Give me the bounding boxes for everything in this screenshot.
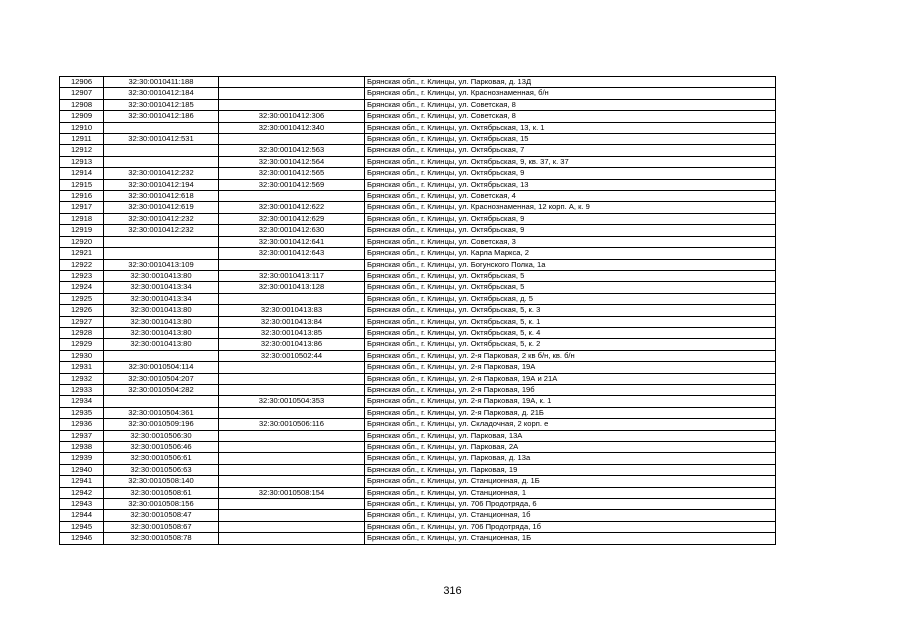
row-number-cell: 12944 <box>60 510 104 521</box>
address-cell: Брянская обл., г. Клинцы, ул. Парковая, 19 <box>365 464 776 475</box>
land-cadastral-number-cell: 32:30:0010508:67 <box>104 521 219 532</box>
row-number-cell: 12926 <box>60 305 104 316</box>
object-cadastral-number-cell <box>219 521 365 532</box>
address-cell: Брянская обл., г. Клинцы, ул. Парковая, д. 13Д <box>365 77 776 88</box>
address-cell: Брянская обл., г. Клинцы, ул. Парковая, 2А <box>365 442 776 453</box>
land-cadastral-number-cell <box>104 248 219 259</box>
object-cadastral-number-cell <box>219 134 365 145</box>
object-cadastral-number-cell <box>219 99 365 110</box>
object-cadastral-number-cell: 32:30:0010412:569 <box>219 179 365 190</box>
row-number-cell: 12915 <box>60 179 104 190</box>
land-cadastral-number-cell: 32:30:0010504:207 <box>104 373 219 384</box>
row-number-cell: 12940 <box>60 464 104 475</box>
row-number-cell: 12935 <box>60 407 104 418</box>
address-cell: Брянская обл., г. Клинцы, ул. Советская, 8 <box>365 111 776 122</box>
address-cell: Брянская обл., г. Клинцы, ул. Октябрьская, 5, к. 2 <box>365 339 776 350</box>
row-number-cell: 12941 <box>60 476 104 487</box>
land-cadastral-number-cell: 32:30:0010413:34 <box>104 293 219 304</box>
land-cadastral-number-cell: 32:30:0010506:63 <box>104 464 219 475</box>
object-cadastral-number-cell <box>219 77 365 88</box>
table-row <box>60 362 776 373</box>
row-number-cell: 12910 <box>60 122 104 133</box>
row-number-cell: 12938 <box>60 442 104 453</box>
address-cell: Брянская обл., г. Клинцы, ул. Октябрьская, д. 5 <box>365 293 776 304</box>
row-number-cell: 12914 <box>60 168 104 179</box>
object-cadastral-number-cell: 32:30:0010412:564 <box>219 156 365 167</box>
address-cell: Брянская обл., г. Клинцы, ул. Октябрьская, 13 <box>365 179 776 190</box>
table-row <box>60 77 776 88</box>
row-number-cell: 12922 <box>60 259 104 270</box>
object-cadastral-number-cell <box>219 499 365 510</box>
address-cell: Брянская обл., г. Клинцы, ул. 706 Продотряда, 6 <box>365 499 776 510</box>
object-cadastral-number-cell <box>219 259 365 270</box>
address-cell: Брянская обл., г. Клинцы, ул. Октябрьская, 5 <box>365 270 776 281</box>
address-cell: Брянская обл., г. Клинцы, ул. Карла Маркса, 2 <box>365 248 776 259</box>
row-number-cell: 12936 <box>60 419 104 430</box>
object-cadastral-number-cell <box>219 293 365 304</box>
row-number-cell: 12912 <box>60 145 104 156</box>
land-cadastral-number-cell: 32:30:0010412:186 <box>104 111 219 122</box>
row-number-cell: 12921 <box>60 248 104 259</box>
address-cell: Брянская обл., г. Клинцы, ул. Октябрьская, 5, к. 1 <box>365 316 776 327</box>
row-number-cell: 12934 <box>60 396 104 407</box>
object-cadastral-number-cell <box>219 88 365 99</box>
land-cadastral-number-cell: 32:30:0010413:80 <box>104 270 219 281</box>
address-cell: Брянская обл., г. Клинцы, ул. 2-я Парковая, 19А и 21А <box>365 373 776 384</box>
land-cadastral-number-cell <box>104 122 219 133</box>
table-row <box>60 134 776 145</box>
address-cell: Брянская обл., г. Клинцы, ул. 2-я Парковая, 19б <box>365 384 776 395</box>
table-row <box>60 476 776 487</box>
land-cadastral-number-cell <box>104 145 219 156</box>
land-cadastral-number-cell <box>104 156 219 167</box>
object-cadastral-number-cell: 32:30:0010412:643 <box>219 248 365 259</box>
land-cadastral-number-cell: 32:30:0010506:46 <box>104 442 219 453</box>
object-cadastral-number-cell: 32:30:0010412:565 <box>219 168 365 179</box>
land-cadastral-number-cell: 32:30:0010412:618 <box>104 191 219 202</box>
address-cell: Брянская обл., г. Клинцы, ул. Станционная, 1 <box>365 487 776 498</box>
object-cadastral-number-cell: 32:30:0010412:629 <box>219 213 365 224</box>
cadastral-table <box>59 76 776 545</box>
row-number-cell: 12942 <box>60 487 104 498</box>
address-cell: Брянская обл., г. Клинцы, ул. Складочная, 2 корп. е <box>365 419 776 430</box>
address-cell: Брянская обл., г. Клинцы, ул. Краснознаменная, 12 корп. А, к. 9 <box>365 202 776 213</box>
land-cadastral-number-cell: 32:30:0010413:80 <box>104 339 219 350</box>
land-cadastral-number-cell <box>104 396 219 407</box>
table-row <box>60 225 776 236</box>
object-cadastral-number-cell: 32:30:0010413:117 <box>219 270 365 281</box>
object-cadastral-number-cell: 32:30:0010412:340 <box>219 122 365 133</box>
row-number-cell: 12932 <box>60 373 104 384</box>
address-cell: Брянская обл., г. Клинцы, ул. Богунского Полка, 1а <box>365 259 776 270</box>
row-number-cell: 12916 <box>60 191 104 202</box>
object-cadastral-number-cell: 32:30:0010504:353 <box>219 396 365 407</box>
address-cell: Брянская обл., г. Клинцы, ул. Станционная, 1б <box>365 510 776 521</box>
row-number-cell: 12918 <box>60 213 104 224</box>
object-cadastral-number-cell: 32:30:0010412:630 <box>219 225 365 236</box>
address-cell: Брянская обл., г. Клинцы, ул. Октябрьская, 5 <box>365 282 776 293</box>
row-number-cell: 12907 <box>60 88 104 99</box>
table-row <box>60 248 776 259</box>
object-cadastral-number-cell <box>219 373 365 384</box>
land-cadastral-number-cell: 32:30:0010413:80 <box>104 316 219 327</box>
table-row <box>60 510 776 521</box>
table-row <box>60 99 776 110</box>
table-row <box>60 270 776 281</box>
table-row <box>60 213 776 224</box>
table-row <box>60 202 776 213</box>
table-row <box>60 316 776 327</box>
object-cadastral-number-cell: 32:30:0010506:116 <box>219 419 365 430</box>
row-number-cell: 12908 <box>60 99 104 110</box>
land-cadastral-number-cell <box>104 350 219 361</box>
land-cadastral-number-cell: 32:30:0010506:30 <box>104 430 219 441</box>
object-cadastral-number-cell: 32:30:0010412:622 <box>219 202 365 213</box>
address-cell: Брянская обл., г. Клинцы, ул. Парковая, д. 13а <box>365 453 776 464</box>
table-row <box>60 88 776 99</box>
table-row <box>60 419 776 430</box>
row-number-cell: 12946 <box>60 533 104 544</box>
table-row <box>60 282 776 293</box>
table-row <box>60 236 776 247</box>
land-cadastral-number-cell: 32:30:0010508:78 <box>104 533 219 544</box>
object-cadastral-number-cell <box>219 407 365 418</box>
row-number-cell: 12930 <box>60 350 104 361</box>
table-row <box>60 327 776 338</box>
land-cadastral-number-cell: 32:30:0010411:188 <box>104 77 219 88</box>
table-row <box>60 442 776 453</box>
object-cadastral-number-cell: 32:30:0010412:641 <box>219 236 365 247</box>
object-cadastral-number-cell: 32:30:0010412:563 <box>219 145 365 156</box>
object-cadastral-number-cell: 32:30:0010502:44 <box>219 350 365 361</box>
table-row <box>60 521 776 532</box>
land-cadastral-number-cell: 32:30:0010412:619 <box>104 202 219 213</box>
row-number-cell: 12927 <box>60 316 104 327</box>
address-cell: Брянская обл., г. Клинцы, ул. Октябрьская, 5, к. 4 <box>365 327 776 338</box>
table-row <box>60 259 776 270</box>
row-number-cell: 12939 <box>60 453 104 464</box>
table-row <box>60 464 776 475</box>
table-row <box>60 533 776 544</box>
table-row <box>60 430 776 441</box>
land-cadastral-number-cell: 32:30:0010412:232 <box>104 168 219 179</box>
address-cell: Брянская обл., г. Клинцы, ул. Октябрьская, 9 <box>365 168 776 179</box>
table-row <box>60 179 776 190</box>
object-cadastral-number-cell <box>219 442 365 453</box>
address-cell: Брянская обл., г. Клинцы, ул. Станционная, д. 1Б <box>365 476 776 487</box>
land-cadastral-number-cell: 32:30:0010504:114 <box>104 362 219 373</box>
object-cadastral-number-cell <box>219 191 365 202</box>
table-body <box>60 77 776 545</box>
land-cadastral-number-cell: 32:30:0010504:282 <box>104 384 219 395</box>
object-cadastral-number-cell: 32:30:0010413:85 <box>219 327 365 338</box>
land-cadastral-number-cell: 32:30:0010413:109 <box>104 259 219 270</box>
row-number-cell: 12913 <box>60 156 104 167</box>
address-cell: Брянская обл., г. Клинцы, ул. Советская, 3 <box>365 236 776 247</box>
row-number-cell: 12917 <box>60 202 104 213</box>
table-row <box>60 384 776 395</box>
address-cell: Брянская обл., г. Клинцы, ул. Октябрьская, 9, кв. 37, к. 37 <box>365 156 776 167</box>
address-cell: Брянская обл., г. Клинцы, ул. Октябрьская, 15 <box>365 134 776 145</box>
address-cell: Брянская обл., г. Клинцы, ул. Советская, 8 <box>365 99 776 110</box>
object-cadastral-number-cell <box>219 533 365 544</box>
land-cadastral-number-cell: 32:30:0010508:47 <box>104 510 219 521</box>
address-cell: Брянская обл., г. Клинцы, ул. 2-я Парковая, 2 кв б/н, кв. б/н <box>365 350 776 361</box>
table-row <box>60 168 776 179</box>
object-cadastral-number-cell <box>219 464 365 475</box>
table-row <box>60 487 776 498</box>
table-row <box>60 156 776 167</box>
row-number-cell: 12909 <box>60 111 104 122</box>
object-cadastral-number-cell <box>219 430 365 441</box>
table-row <box>60 145 776 156</box>
object-cadastral-number-cell <box>219 510 365 521</box>
row-number-cell: 12920 <box>60 236 104 247</box>
address-cell: Брянская обл., г. Клинцы, ул. Советская, 4 <box>365 191 776 202</box>
table-row <box>60 350 776 361</box>
address-cell: Брянская обл., г. Клинцы, ул. 706 Продотряда, 1б <box>365 521 776 532</box>
table-row <box>60 499 776 510</box>
row-number-cell: 12931 <box>60 362 104 373</box>
object-cadastral-number-cell: 32:30:0010413:128 <box>219 282 365 293</box>
land-cadastral-number-cell <box>104 236 219 247</box>
table-row <box>60 191 776 202</box>
address-cell: Брянская обл., г. Клинцы, ул. Октябрьская, 9 <box>365 225 776 236</box>
table-row <box>60 339 776 350</box>
land-cadastral-number-cell: 32:30:0010412:185 <box>104 99 219 110</box>
object-cadastral-number-cell: 32:30:0010413:84 <box>219 316 365 327</box>
row-number-cell: 12906 <box>60 77 104 88</box>
table-row <box>60 407 776 418</box>
table-row <box>60 293 776 304</box>
address-cell: Брянская обл., г. Клинцы, ул. Краснознаменная, б/н <box>365 88 776 99</box>
address-cell: Брянская обл., г. Клинцы, ул. Парковая, 13А <box>365 430 776 441</box>
land-cadastral-number-cell: 32:30:0010412:194 <box>104 179 219 190</box>
object-cadastral-number-cell <box>219 453 365 464</box>
object-cadastral-number-cell <box>219 384 365 395</box>
land-cadastral-number-cell: 32:30:0010508:140 <box>104 476 219 487</box>
row-number-cell: 12923 <box>60 270 104 281</box>
object-cadastral-number-cell <box>219 362 365 373</box>
row-number-cell: 12945 <box>60 521 104 532</box>
land-cadastral-number-cell: 32:30:0010509:196 <box>104 419 219 430</box>
land-cadastral-number-cell: 32:30:0010413:34 <box>104 282 219 293</box>
row-number-cell: 12943 <box>60 499 104 510</box>
table-row <box>60 111 776 122</box>
land-cadastral-number-cell: 32:30:0010506:61 <box>104 453 219 464</box>
address-cell: Брянская обл., г. Клинцы, ул. Октябрьская, 7 <box>365 145 776 156</box>
land-cadastral-number-cell: 32:30:0010508:61 <box>104 487 219 498</box>
land-cadastral-number-cell: 32:30:0010504:361 <box>104 407 219 418</box>
table-row <box>60 305 776 316</box>
land-cadastral-number-cell: 32:30:0010413:80 <box>104 327 219 338</box>
object-cadastral-number-cell: 32:30:0010413:86 <box>219 339 365 350</box>
page-number: 316 <box>443 585 462 597</box>
object-cadastral-number-cell: 32:30:0010413:83 <box>219 305 365 316</box>
object-cadastral-number-cell: 32:30:0010508:154 <box>219 487 365 498</box>
land-cadastral-number-cell: 32:30:0010508:156 <box>104 499 219 510</box>
address-cell: Брянская обл., г. Клинцы, ул. 2-я Парковая, д. 21Б <box>365 407 776 418</box>
row-number-cell: 12924 <box>60 282 104 293</box>
address-cell: Брянская обл., г. Клинцы, ул. Октябрьская, 5, к. 3 <box>365 305 776 316</box>
object-cadastral-number-cell: 32:30:0010412:306 <box>219 111 365 122</box>
row-number-cell: 12919 <box>60 225 104 236</box>
row-number-cell: 12925 <box>60 293 104 304</box>
object-cadastral-number-cell <box>219 476 365 487</box>
land-cadastral-number-cell: 32:30:0010412:184 <box>104 88 219 99</box>
row-number-cell: 12929 <box>60 339 104 350</box>
address-cell: Брянская обл., г. Клинцы, ул. Октябрьская, 9 <box>365 213 776 224</box>
row-number-cell: 12937 <box>60 430 104 441</box>
land-cadastral-number-cell: 32:30:0010412:232 <box>104 225 219 236</box>
table-row <box>60 453 776 464</box>
address-cell: Брянская обл., г. Клинцы, ул. 2-я Парковая, 19А <box>365 362 776 373</box>
row-number-cell: 12933 <box>60 384 104 395</box>
land-cadastral-number-cell: 32:30:0010413:80 <box>104 305 219 316</box>
row-number-cell: 12911 <box>60 134 104 145</box>
table-row <box>60 373 776 384</box>
address-cell: Брянская обл., г. Клинцы, ул. 2-я Парковая, 19А, к. 1 <box>365 396 776 407</box>
table-row <box>60 396 776 407</box>
address-cell: Брянская обл., г. Клинцы, ул. Октябрьская, 13, к. 1 <box>365 122 776 133</box>
row-number-cell: 12928 <box>60 327 104 338</box>
address-cell: Брянская обл., г. Клинцы, ул. Станционная, 1Б <box>365 533 776 544</box>
land-cadastral-number-cell: 32:30:0010412:531 <box>104 134 219 145</box>
table-row <box>60 122 776 133</box>
land-cadastral-number-cell: 32:30:0010412:232 <box>104 213 219 224</box>
